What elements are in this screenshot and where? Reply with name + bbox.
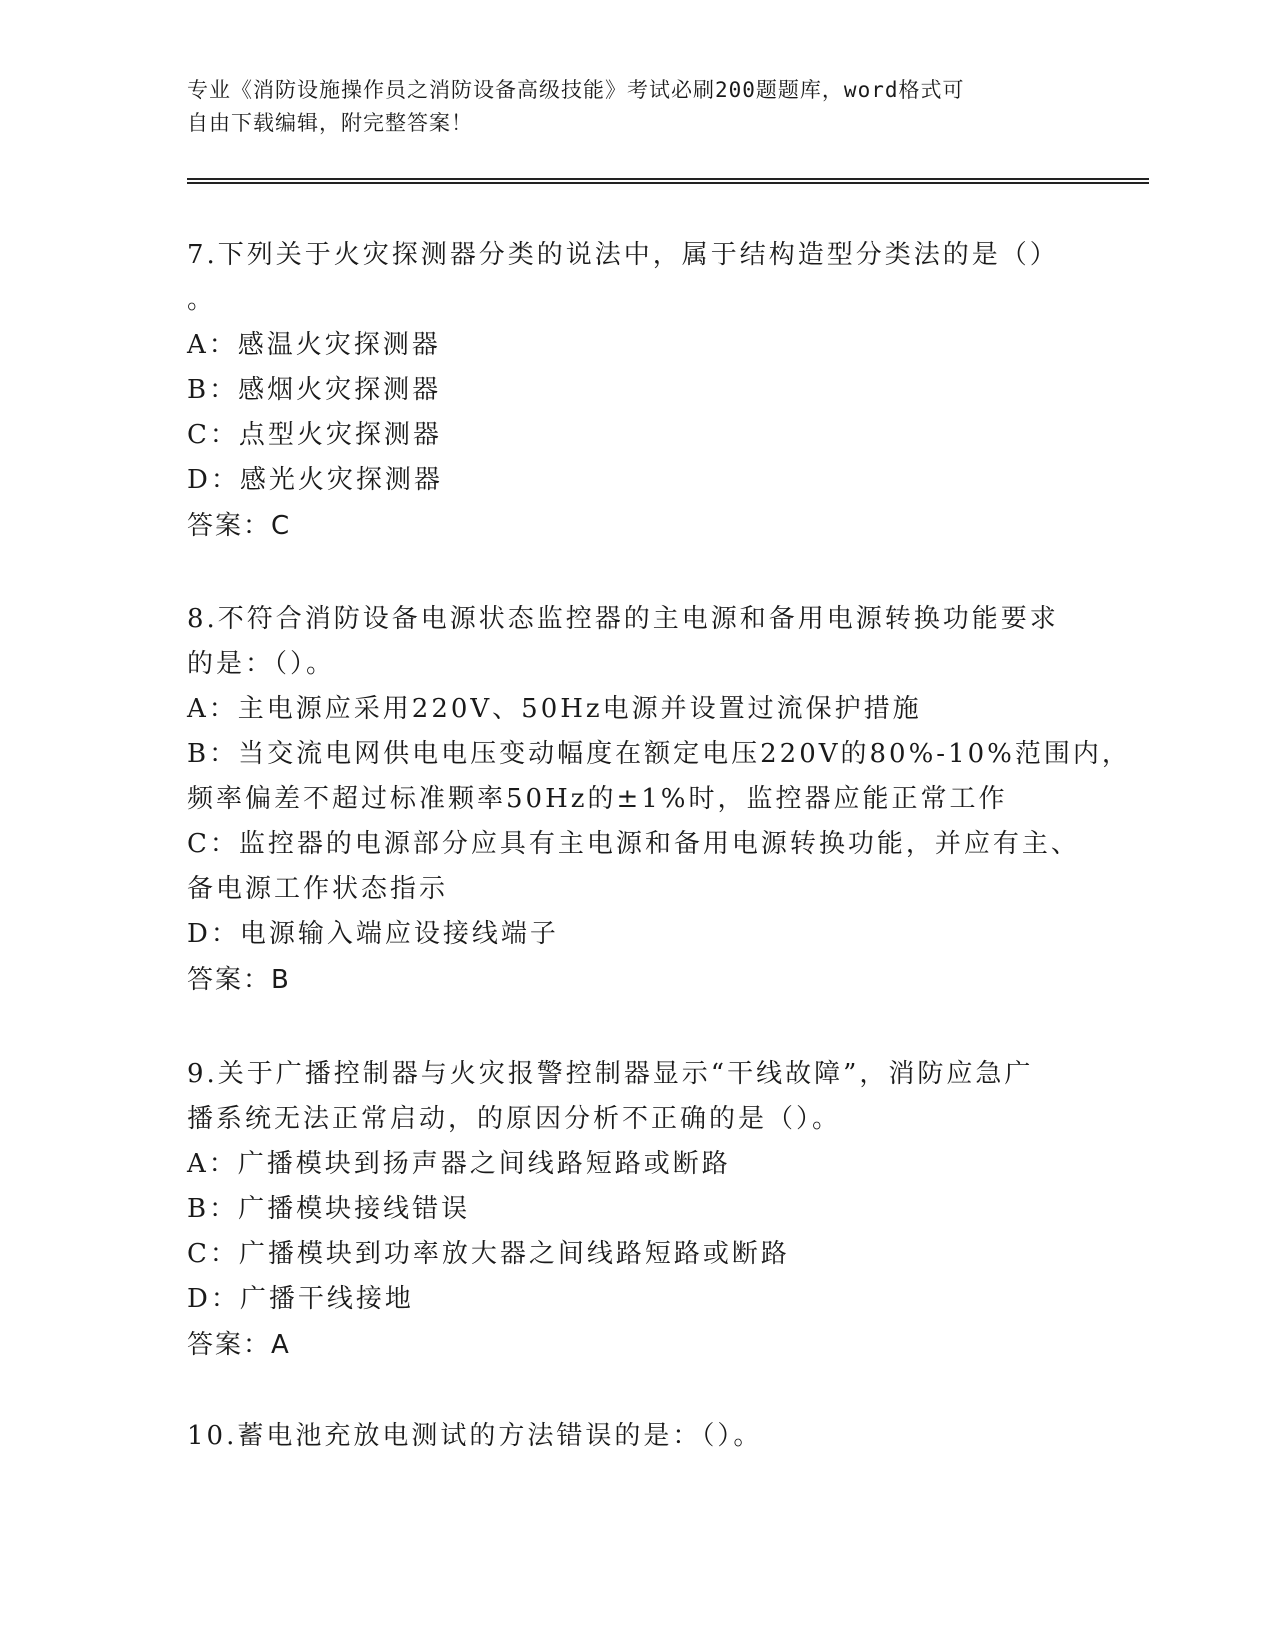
option-b: B：广播模块接线错误 (187, 1194, 471, 1224)
answer: 答案：C (187, 511, 292, 541)
document-header (187, 74, 1067, 140)
header-line-1: 专业《消防设施操作员之消防设备高级技能》考试必刷200题题库，word格式可 (187, 78, 965, 102)
option-c-continued: 备电源工作状态指示 (187, 874, 449, 904)
option-d: D：感光火灾探测器 (187, 465, 443, 495)
option-a: A：感温火灾探测器 (187, 330, 441, 360)
option-c: C：点型火灾探测器 (187, 420, 442, 450)
question-9 (187, 1052, 1087, 1368)
question-stem: 10.蓄电池充放电测试的方法错误的是：（）。 (187, 1421, 763, 1451)
option-c: C：广播模块到功率放大器之间线路短路或断路 (187, 1239, 790, 1269)
question-stem: 8.不符合消防设备电源状态监控器的主电源和备用电源转换功能要求 (187, 604, 1059, 634)
question-stem-continued: 播系统无法正常启动，的原因分析不正确的是（）。 (187, 1104, 842, 1134)
question-8 (187, 597, 1131, 1003)
option-b: B：当交流电网供电电压变动幅度在额定电压220V的80%-10%范围内， (187, 739, 1131, 769)
header-divider-bottom (187, 182, 1149, 184)
option-b: B：感烟火灾探测器 (187, 375, 442, 405)
question-stem: 7.下列关于火灾探测器分类的说法中，属于结构造型分类法的是（） (187, 240, 1059, 270)
option-a: A：广播模块到扬声器之间线路短路或断路 (187, 1149, 731, 1179)
option-d: D：电源输入端应设接线端子 (187, 919, 559, 949)
option-b-continued: 频率偏差不超过标准颗率50Hz的±1%时，监控器应能正常工作 (187, 784, 1008, 814)
question-stem-continued: 。 (187, 285, 217, 315)
question-stem: 9.关于广播控制器与火灾报警控制器显示“干线故障”，消防应急广 (187, 1059, 1034, 1089)
question-7 (187, 233, 1087, 549)
header-divider-top (187, 178, 1149, 180)
answer: 答案：B (187, 965, 291, 995)
option-d: D：广播干线接地 (187, 1284, 414, 1314)
option-c: C：监控器的电源部分应具有主电源和备用电源转换功能，并应有主、 (187, 829, 1080, 859)
question-10 (187, 1414, 1087, 1459)
question-stem-continued: 的是：（）。 (187, 649, 336, 679)
header-line-2: 自由下载编辑，附完整答案！ (187, 111, 473, 135)
answer: 答案：A (187, 1330, 291, 1360)
option-a: A：主电源应采用220V、50Hz电源并设置过流保护措施 (187, 694, 922, 724)
